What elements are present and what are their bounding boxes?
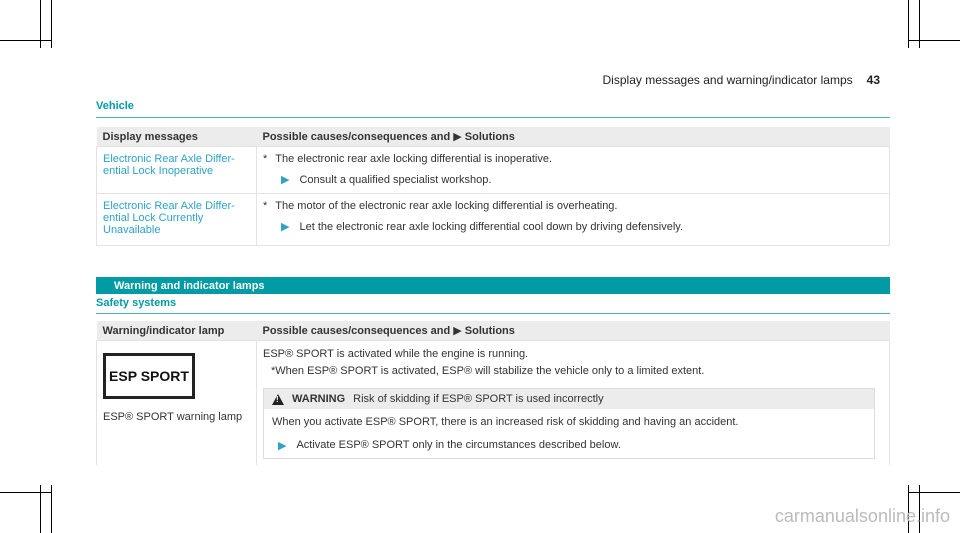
cause-text: The electronic rear axle locking differential is inoperative. [275,153,553,165]
warning-triangle-icon [272,394,284,405]
lamp-cause-cell [257,341,890,466]
esp-sport-lamp-icon: ESP SPORT [103,353,195,399]
lamp-label: ESP® SPORT warning lamp [103,411,243,423]
crop-mark [0,40,52,41]
display-messages-table [96,127,890,246]
crop-mark [0,492,52,493]
warning-lamps-table [96,321,890,465]
cause-text: The motor of the electronic rear axle locking differential is overheating. [275,200,618,212]
crop-mark [919,0,920,48]
play-arrow-icon: ▶ [281,221,290,233]
crop-mark [908,492,960,493]
warning-solution: Activate ESP® SPORT only in the circumstances described below. [296,439,621,451]
lamp-line-2: *When ESP® SPORT is activated, ESP® will stabilize the vehicle only to a limited extent. [271,365,705,377]
subsection-heading-safety: Safety systems [96,297,890,314]
warning-box [263,388,875,459]
asterisk-icon: * [263,153,268,165]
column-header-lamp: Warning/indicator lamp [97,321,257,341]
warning-title: WARNING [292,393,346,405]
warning-body: When you activate ESP® SPORT, there is an increased risk of skidding and having an accident. [272,416,739,428]
asterisk-icon: * [263,200,268,212]
column-header-causes: Possible causes/consequences and ▶ Solutions [257,127,890,147]
solution-text: Consult a qualified specialist workshop. [299,174,492,186]
crop-mark [51,0,52,48]
watermark: carmanualsonline.info [774,506,950,526]
running-header [603,73,880,87]
play-arrow-icon: ▶ [278,440,287,452]
play-arrow-icon: ▶ [281,174,290,186]
page-number: 43 [866,73,880,87]
display-message-text: Electronic Rear Axle Differ- ential Lock Currently Unavailable [97,194,257,246]
crop-mark [51,485,52,533]
lamp-cell [97,341,257,466]
column-header-display-messages: Display messages [97,127,257,147]
solution-text: Let the electronic rear axle locking differential cool down by driving defensively. [299,221,684,233]
lamp-line-1: ESP® SPORT is activated while the engine is running. [263,348,529,360]
column-header-causes: Possible causes/consequences and ▶ Solutions [257,321,890,341]
cause-cell [257,147,890,194]
section-heading-vehicle: Vehicle [96,100,890,118]
header-title: Display messages and warning/indicator lamps [602,73,853,87]
crop-mark [908,40,960,41]
table-row [97,341,890,466]
warning-subtitle: Risk of skidding if ESP® SPORT is used incorrectly [353,393,604,405]
section-bar-warning-lamps: Warning and indicator lamps [96,277,890,294]
cause-cell [257,194,890,246]
table-row [97,147,890,194]
table-row [97,194,890,246]
display-message-text: Electronic Rear Axle Differ- ential Lock Inoperative [97,147,257,194]
